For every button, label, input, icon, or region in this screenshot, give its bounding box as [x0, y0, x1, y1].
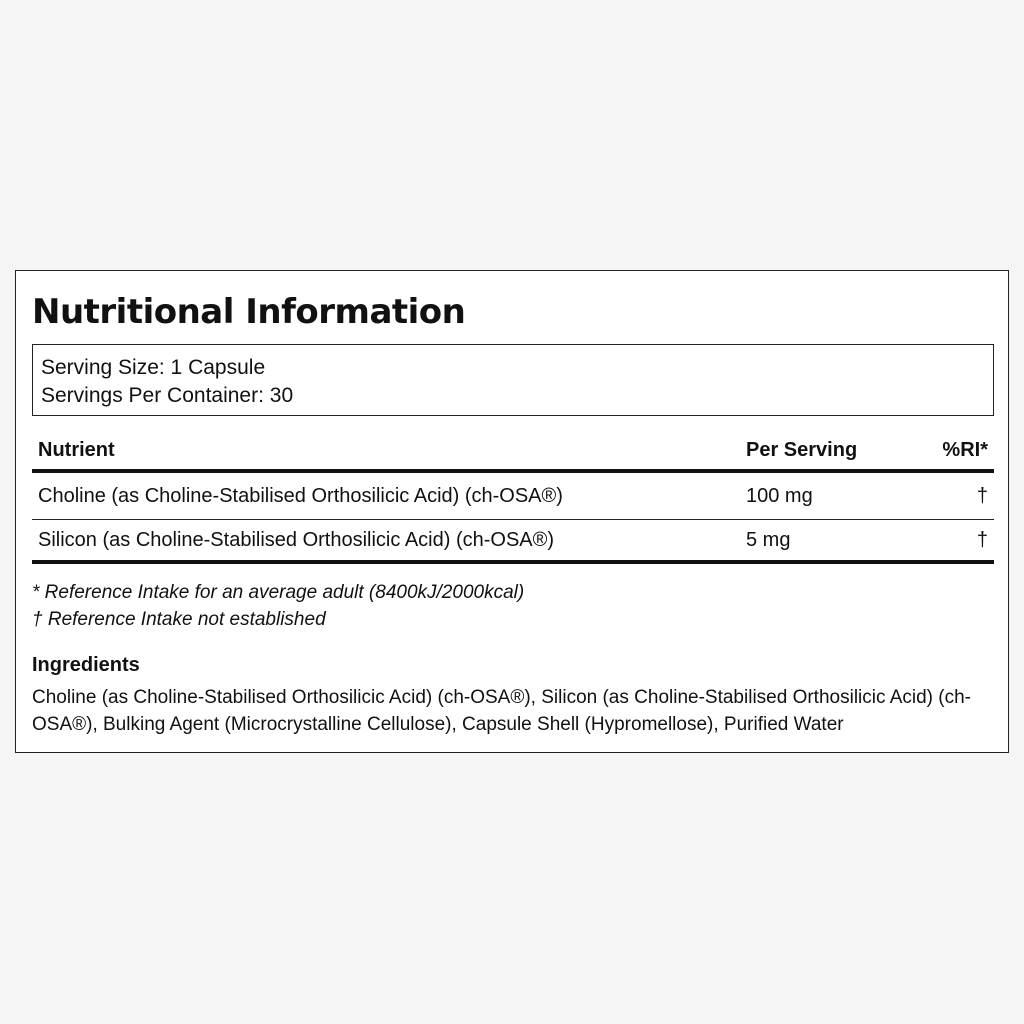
- header-nutrient: Nutrient: [32, 431, 740, 471]
- ingredients-title: Ingredients: [32, 654, 140, 676]
- nutrition-panel: [15, 270, 1009, 753]
- panel-title: Nutritional Information: [32, 292, 466, 332]
- footnote-not-established: † Reference Intake not established: [32, 609, 326, 630]
- header-per-serving: Per Serving: [740, 431, 922, 471]
- footnote-ri: * Reference Intake for an average adult (8400kJ/2000kcal): [32, 582, 525, 603]
- ri-value: †: [922, 471, 994, 520]
- nutrient-table: [32, 431, 994, 564]
- serving-size: Serving Size: 1 Capsule: [41, 356, 266, 379]
- nutrient-name: Choline (as Choline-Stabilised Orthosilicic Acid) (ch-OSA®): [32, 471, 740, 520]
- ingredients-text: Choline (as Choline-Stabilised Orthosilicic Acid) (ch-OSA®), Silicon (as Choline-Stabilised Orthosilicic Acid) (ch-OSA®), Bulking Agent (Microcrystalline Cellulose), Capsule Shell (Hypromellose), Purified Water: [32, 687, 971, 735]
- ri-value: †: [922, 520, 994, 563]
- servings-per-container: Servings Per Container: 30: [41, 384, 294, 407]
- header-ri: %RI*: [922, 431, 994, 471]
- footnotes: [32, 579, 524, 633]
- per-serving-value: 5 mg: [740, 520, 922, 563]
- serving-info-box: [32, 344, 994, 416]
- per-serving-value: 100 mg: [740, 471, 922, 520]
- table-header-row: [32, 431, 994, 471]
- table-row: [32, 471, 994, 520]
- nutrient-name: Silicon (as Choline-Stabilised Orthosilicic Acid) (ch-OSA®): [32, 520, 740, 563]
- table-row: [32, 520, 994, 563]
